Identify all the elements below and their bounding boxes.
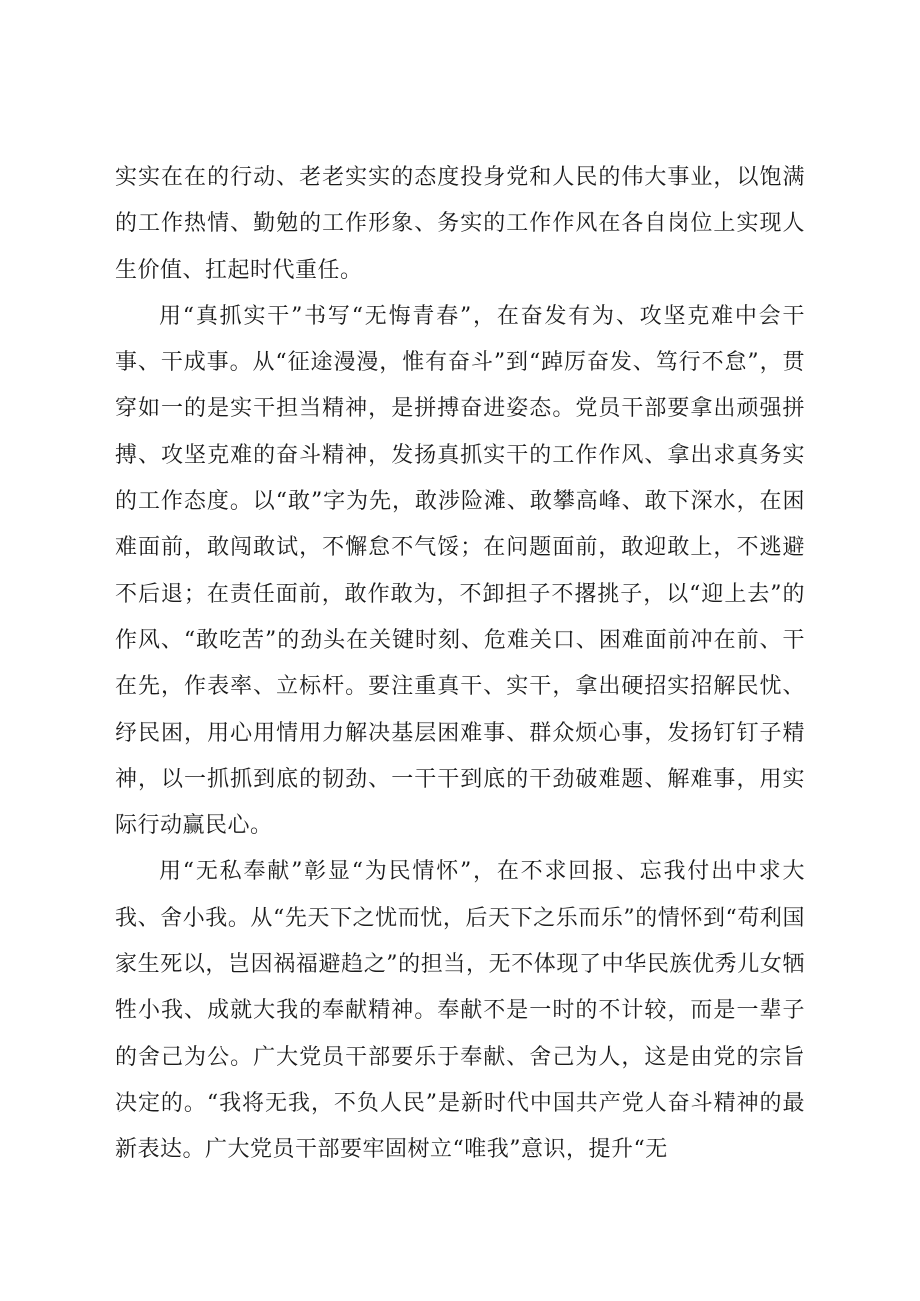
document-page: [115, 155, 805, 1174]
paragraph-3: 用“无私奉献”彰显“为民情怀”，在不求回报、忘我付出中求大我、舍小我。从“先天下之忧而忧，后天下之乐而乐”的情怀到“苟利国家生死以，岂因祸福避趋之”的担当，无不体现了中华民族优秀儿女牺牲小我、成就大我的奉献精神。奉献不是一时的不计较，而是一辈子的舍己为公。广大党员干部要乐于奉献、舍己为人，这是由党的宗旨决定的。“我将无我，不负人民”是新时代中国共产党人奋斗精神的最新表达。广大党员干部要牢固树立“唯我”意识，提升“无: [115, 859, 805, 1163]
paragraph-2: 用“真抓实干”书写“无悔青春”，在奋发有为、攻坚克难中会干事、干成事。从“征途漫漫，惟有奋斗”到“踔厉奋发、笃行不怠”，贯穿如一的是实干担当精神，是拼搏奋进姿态。党员干部要拿出顽强拼搏、攻坚克难的奋斗精神，发扬真抓实干的工作作风、拿出求真务实的工作态度。以“敢”字为先，敢涉险滩、敢攀高峰、敢下深水，在困难面前，敢闯敢试，不懈怠不气馁；在问题面前，敢迎敢上，不逃避不后退；在责任面前，敢作敢为，不卸担子不撂挑子，以“迎上去”的作风、“敢吃苦”的劲头在关键时刻、危难关口、困难面前冲在前、干在先，作表率、立标杆。要注重真干、实干，拿出硬招实招解民忧、纾民困，用心用情用力解决基层困难事、群众烦心事，发扬钉钉子精神，以一抓抓到底的韧劲、一干干到底的干劲破难题、解难事，用实际行动赢民心。: [115, 303, 805, 839]
paragraph-1: 实实在在的行动、老老实实的态度投身党和人民的伟大事业，以饱满的工作热情、勤勉的工作形象、务实的工作作风在各自岗位上实现人生价值、扛起时代重任。: [115, 165, 805, 283]
